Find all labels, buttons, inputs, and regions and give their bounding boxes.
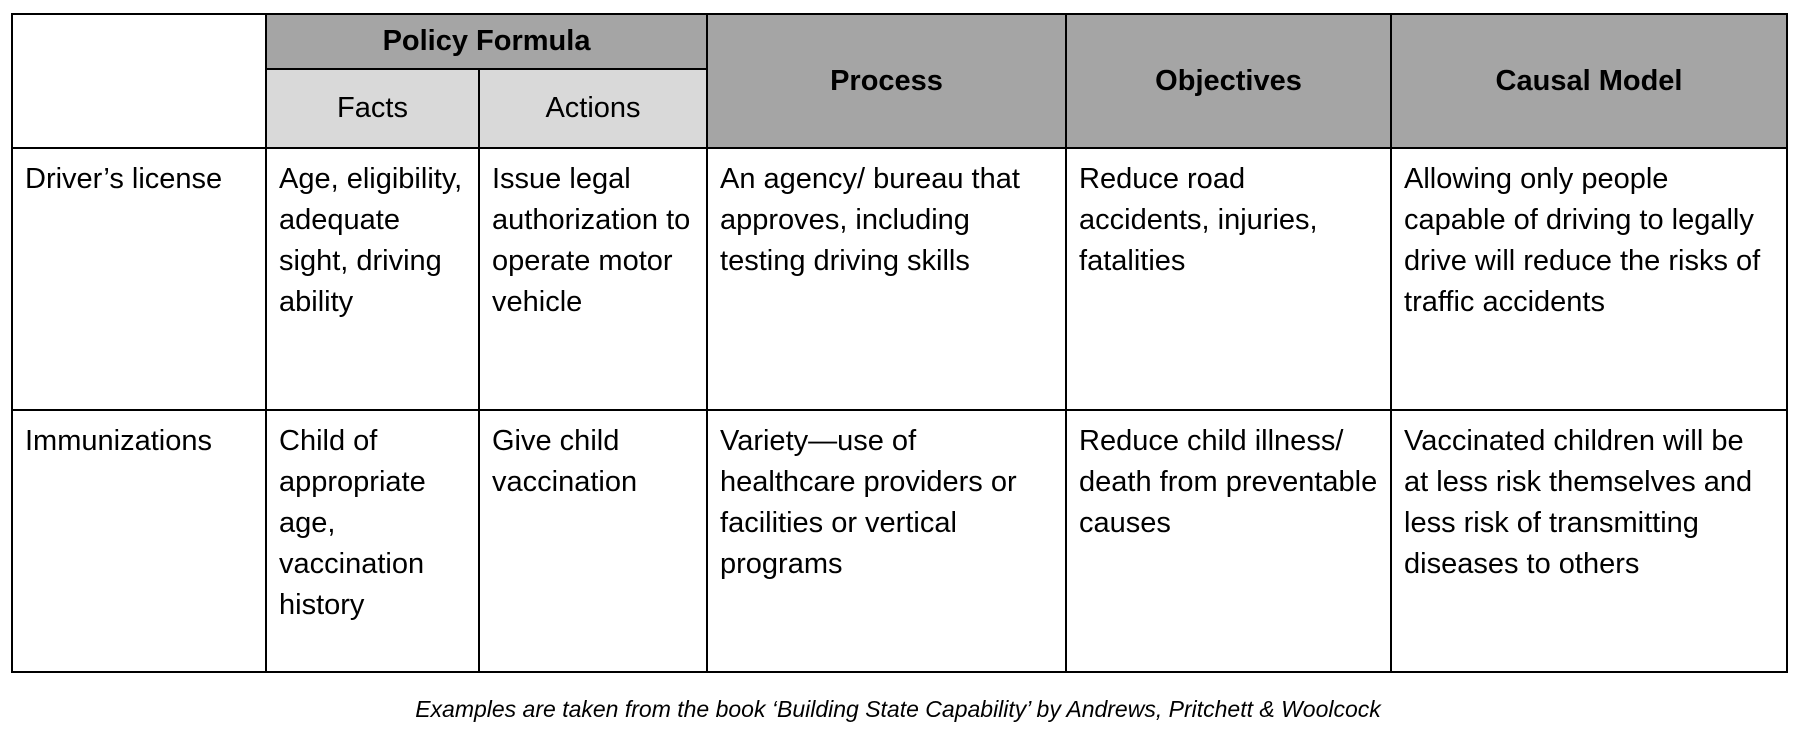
header-policy-formula: Policy Formula	[266, 14, 707, 69]
policy-table	[11, 13, 1788, 673]
header-actions: Actions	[479, 69, 707, 148]
header-row-top	[12, 14, 1787, 69]
table-row	[12, 148, 1787, 410]
header-corner-cell	[12, 14, 266, 148]
header-facts: Facts	[266, 69, 479, 148]
header-objectives: Objectives	[1066, 14, 1391, 148]
row-label-immunizations: Immunizations	[12, 410, 266, 672]
cell-facts: Child of appropriate age, vaccination history	[266, 410, 479, 672]
table-row	[12, 410, 1787, 672]
cell-causal-model: Allowing only people capable of driving to legally drive will reduce the risks of traffic accidents	[1391, 148, 1787, 410]
cell-objectives: Reduce road accidents, injuries, fatalities	[1066, 148, 1391, 410]
header-causal-model: Causal Model	[1391, 14, 1787, 148]
cell-objectives: Reduce child illness/ death from preventable causes	[1066, 410, 1391, 672]
cell-process: Variety—use of healthcare providers or facilities or vertical programs	[707, 410, 1066, 672]
cell-facts: Age, eligibility, adequate sight, driving ability	[266, 148, 479, 410]
cell-actions: Issue legal authorization to operate motor vehicle	[479, 148, 707, 410]
source-caption: Examples are taken from the book ‘Building State Capability’ by Andrews, Pritchett & Woolcock	[415, 696, 1381, 722]
cell-actions: Give child vaccination	[479, 410, 707, 672]
row-label-drivers-license: Driver’s license	[12, 148, 266, 410]
cell-process: An agency/ bureau that approves, including testing driving skills	[707, 148, 1066, 410]
cell-causal-model: Vaccinated children will be at less risk themselves and less risk of transmitting diseases to others	[1391, 410, 1787, 672]
header-process: Process	[707, 14, 1066, 148]
